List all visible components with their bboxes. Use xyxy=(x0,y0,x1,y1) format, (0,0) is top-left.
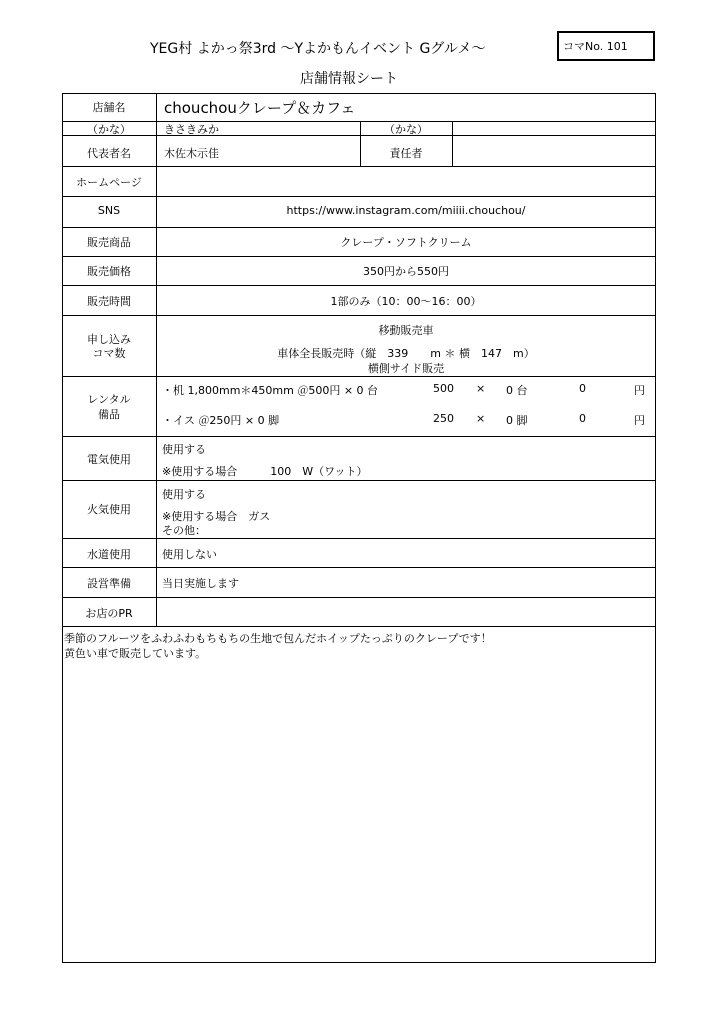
rental-desk-times: × xyxy=(476,382,486,395)
rental-chair-line: ・イス ＠250円 × 0 脚 xyxy=(162,414,280,427)
row-divider xyxy=(62,480,656,481)
label-products: 販売商品 xyxy=(87,236,131,249)
value-fire-1: 使用する xyxy=(162,488,206,501)
label-kana-right: （かな） xyxy=(384,123,428,136)
value-price: 350円から550円 xyxy=(363,265,449,278)
rental-chair-unit: 250 xyxy=(433,412,454,425)
label-application-1: 申し込み xyxy=(87,333,131,346)
row-divider xyxy=(62,567,656,568)
value-pr: 季節のフルーツをふわふわもちもちの生地で包んだホイップたっぷりのクレープです！ 黄色い車で販売しています。 xyxy=(64,632,492,660)
value-fire-2: ※使用する場合 ガス xyxy=(162,510,271,523)
rental-desk-line: ・机 1,800mm＊450mm ＠500円 × 0 台 xyxy=(162,384,379,397)
label-setup: 設営準備 xyxy=(87,577,131,590)
row-divider xyxy=(62,227,656,228)
rental-desk-yen: 円 xyxy=(634,384,645,397)
rental-chair-times: × xyxy=(476,412,486,425)
value-setup: 当日実施します xyxy=(162,577,239,590)
label-water: 水道使用 xyxy=(87,548,131,561)
rental-chair-yen: 円 xyxy=(634,414,645,427)
row-divider xyxy=(62,166,656,167)
value-hours: 1部のみ（10：00〜16：00） xyxy=(330,295,482,308)
row-divider xyxy=(62,436,656,437)
label-responsible: 責任者 xyxy=(389,147,423,160)
value-products: クレープ・ソフトクリーム xyxy=(340,236,472,249)
sheet-title: YEG村 よかっ祭3rd 〜Yよかもんイベント Gグルメ〜 xyxy=(150,41,486,57)
label-sns: SNS xyxy=(97,204,121,217)
value-application-1: 移動販売車 xyxy=(378,324,434,337)
column-divider xyxy=(452,121,453,166)
label-price: 販売価格 xyxy=(87,265,131,278)
row-divider xyxy=(62,538,656,539)
label-homepage: ホームページ xyxy=(76,176,142,189)
value-kana: きさきみか xyxy=(164,123,219,136)
label-electric: 電気使用 xyxy=(87,453,131,466)
info-table xyxy=(62,93,656,963)
rental-desk-total: 0 xyxy=(579,382,586,395)
label-hours: 販売時間 xyxy=(87,295,131,308)
label-shop-name: 店舗名 xyxy=(92,101,126,114)
label-kana: （かな） xyxy=(87,123,131,136)
row-divider xyxy=(62,376,656,377)
row-divider xyxy=(62,196,656,197)
label-rental-2: 備品 xyxy=(98,408,120,421)
row-divider xyxy=(62,597,656,598)
label-rental-1: レンタル xyxy=(87,393,131,406)
value-electric-2: ※使用する場合 100 W（ワット） xyxy=(162,465,368,478)
value-water: 使用しない xyxy=(162,548,217,561)
row-divider xyxy=(62,285,656,286)
value-shop-name: chouchouクレープ＆カフェ xyxy=(164,99,356,117)
row-divider xyxy=(62,626,656,627)
value-electric-1: 使用する xyxy=(162,443,206,456)
row-divider xyxy=(62,256,656,257)
value-application-3: 横側サイド販売 xyxy=(367,362,445,375)
sheet-subtitle: 店舗情報シート xyxy=(300,71,398,87)
value-application-2: 車体全長販売時（縦 339 m ＊ 横 147 m） xyxy=(277,347,535,360)
rental-chair-qty: 0 脚 xyxy=(506,414,528,427)
rental-desk-qty: 0 台 xyxy=(506,384,528,397)
rental-desk-unit: 500 xyxy=(433,382,454,395)
label-fire: 火気使用 xyxy=(87,503,131,516)
label-application-2: コマ数 xyxy=(92,347,126,360)
label-representative: 代表者名 xyxy=(87,147,131,160)
row-divider xyxy=(62,315,656,316)
rental-chair-total: 0 xyxy=(579,412,586,425)
value-sns: https://www.instagram.com/miiii.chouchou/ xyxy=(286,204,526,217)
label-pr: お店のPR xyxy=(85,607,133,620)
value-fire-3: その他： xyxy=(162,524,206,537)
koma-number-box: コマNo. 101 xyxy=(557,31,655,61)
value-representative: 木佐木示佳 xyxy=(164,147,219,160)
